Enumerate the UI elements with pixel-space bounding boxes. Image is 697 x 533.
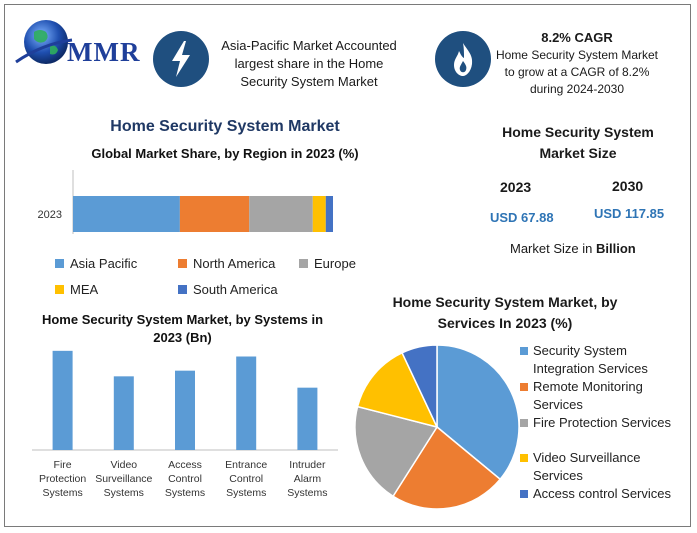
- legend-swatch: [520, 490, 528, 498]
- bar-segment-asia-pacific: [73, 196, 180, 232]
- legend-swatch: [299, 259, 308, 268]
- tick-label-fire-protection-systems: Fire Protection Systems: [38, 459, 87, 499]
- unit-prefix: Market Size in: [510, 241, 596, 256]
- legend-label: North America: [193, 256, 276, 271]
- region-chart-title: Home Security System Market: [110, 118, 340, 135]
- legend-label: Europe: [314, 256, 356, 271]
- bar-segment-mea: [313, 196, 326, 232]
- tick-label-intruder-alarm-systems: Intruder Alarm Systems: [287, 459, 328, 499]
- legend-swatch: [520, 347, 528, 355]
- category-label: 2023: [37, 209, 62, 221]
- legend-label: Video Surveillance Services: [533, 450, 641, 483]
- tick-label-video-surveillance-systems: Video Surveillance Systems: [95, 459, 153, 499]
- lightning-icon: [153, 31, 209, 87]
- legend-label: South America: [193, 282, 278, 297]
- legend-swatch: [520, 454, 528, 462]
- legend-item-south-america: [178, 282, 278, 297]
- legend-swatch: [520, 419, 528, 427]
- legend-label: Remote Monitoring Services: [533, 379, 643, 412]
- header-box1-text: Asia-Pacific Market Accounted largest share in the Home Security System Market: [221, 38, 397, 89]
- cagr-text: Home Security System Market to grow at a CAGR of 8.2% during 2024-2030: [495, 48, 659, 96]
- bar-fire-protection-systems: [53, 351, 73, 450]
- legend-swatch: [55, 285, 64, 294]
- legend-label: Access control Services: [533, 486, 671, 501]
- bar-intruder-alarm-systems: [297, 388, 317, 450]
- legend-label: Fire Protection Services: [533, 415, 671, 430]
- systems-chart-title: Home Security System Market, by Systems in 2023 (Bn): [41, 312, 324, 345]
- legend-item-mea: [55, 282, 98, 297]
- legend-label: Asia Pacific: [70, 256, 138, 271]
- value-2030: USD 117.85: [594, 206, 665, 221]
- legend-swatch: [520, 383, 528, 391]
- logo-text: MMR: [67, 37, 141, 67]
- legend-item-asia-pacific: [55, 256, 137, 271]
- legend-item-europe: [299, 256, 356, 271]
- market-size-title: Home Security System Market Size: [502, 124, 654, 161]
- tick-label-entrance-control-systems: Entrance Control Systems: [225, 459, 268, 499]
- flame-icon: [435, 31, 491, 87]
- bar-video-surveillance-systems: [114, 376, 134, 450]
- legend-swatch: [55, 259, 64, 268]
- region-chart-subtitle: Global Market Share, by Region in 2023 (%): [91, 146, 359, 161]
- market-size-unit: [510, 241, 636, 256]
- unit-bold: Billion: [595, 241, 636, 256]
- year-2030: 2030: [612, 178, 644, 194]
- legend-label: Security System Integration Services: [533, 343, 648, 376]
- globe-icon: [12, 16, 74, 72]
- legend-label: MEA: [70, 282, 99, 297]
- legend-swatch: [178, 285, 187, 294]
- bar-segment-europe: [249, 196, 313, 232]
- services-chart-title: Home Security System Market, by Services In 2023 (%): [392, 294, 618, 331]
- cagr-title: 8.2% CAGR: [541, 30, 613, 45]
- bar-entrance-control-systems: [236, 357, 256, 451]
- value-2023: USD 67.88: [490, 210, 554, 225]
- bar-segment-south-america: [326, 196, 333, 232]
- region-stacked-bar-chart: [0, 166, 380, 236]
- bar-access-control-systems: [175, 371, 195, 450]
- services-pie-chart: [350, 340, 525, 515]
- legend-item-north-america: [178, 256, 275, 271]
- systems-bar-chart: [0, 340, 345, 510]
- tick-label-access-control-systems: Access Control Systems: [164, 459, 206, 499]
- year-2023: 2023: [500, 179, 532, 195]
- bar-segment-north-america: [180, 196, 249, 232]
- legend-swatch: [178, 259, 187, 268]
